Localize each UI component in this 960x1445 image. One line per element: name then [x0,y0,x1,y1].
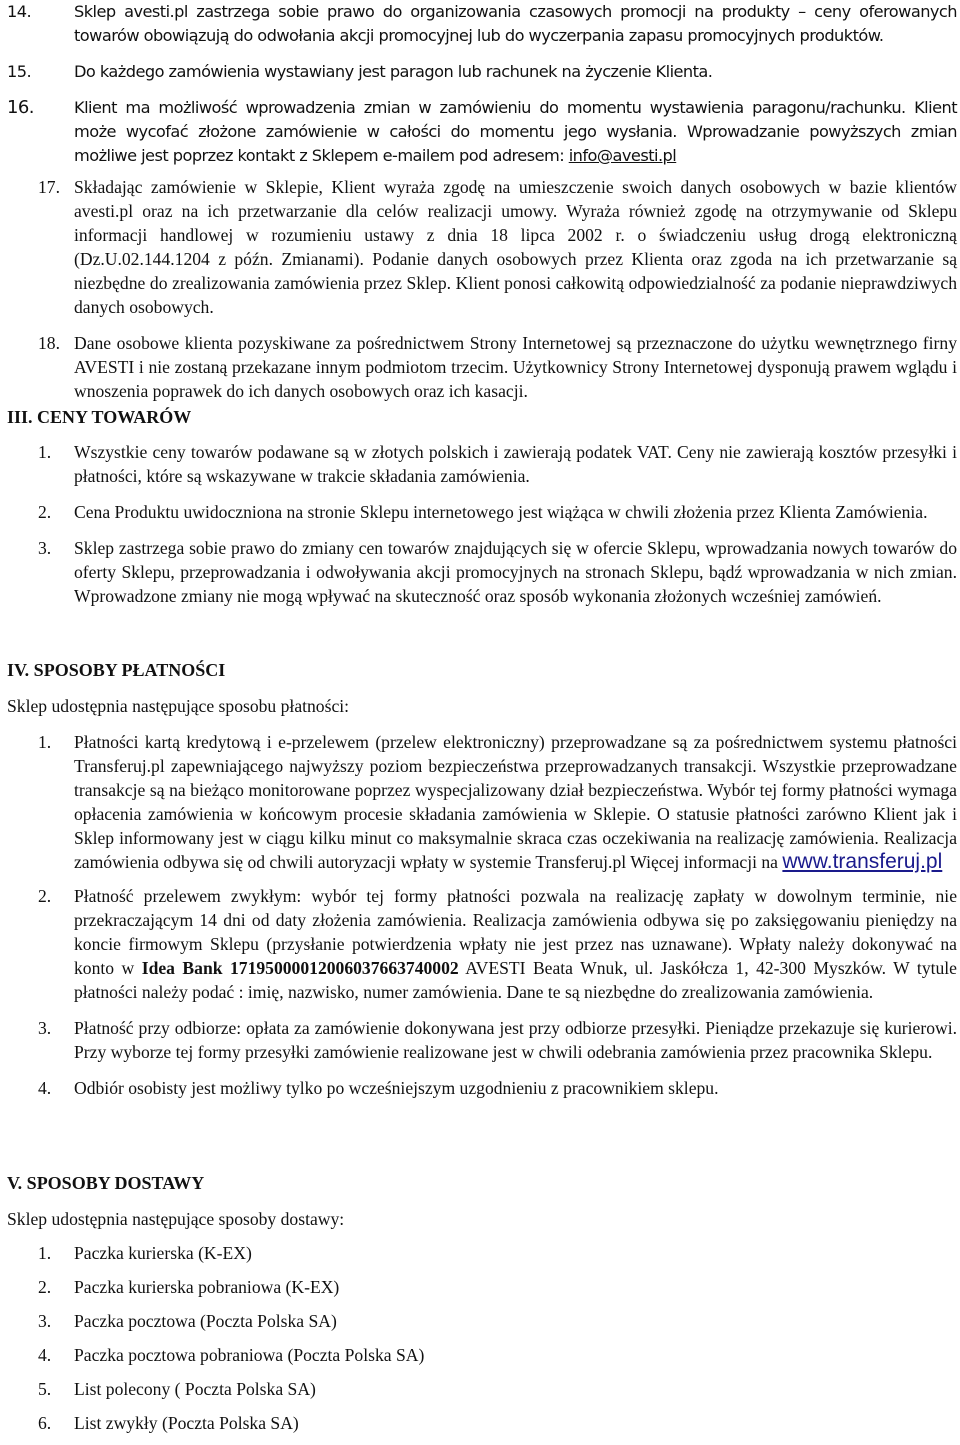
item-number: 1. [38,1243,52,1263]
payments-intro: Sklep udostępnia następujące sposobu płatności: [7,696,350,716]
item-text: Sklep zastrzega sobie prawo do zmiany cen towarów znajdujących się w ofercie Sklepu, wprowadzania nowych towarów do oferty Sklepu, przeprowadzania i odwoływania akcji promocyjnych na stronach Sklepu, bądź wprowadzania w nich zmian. Wprowadzone zmiany nie mogą wpływać na skuteczność oraz sposób wykonania złożonych wcześniej zamówień. [74,538,957,606]
item-text-body: Płatności kartą kredytową i e-przelewem (przelew elektroniczny) przeprowadzane są za pośrednictwem systemu płatności Transferuj.pl zapewniającego najwyższy poziom bezpieczeństwa przeprowadzanych transakcji. Wszystkie przeprowadzane transakcje są na bieżąco monitorowane poprzez wyspecjalizowany dział bezpieczeństwa. Wybór tej formy płatności wymaga opłacenia zamówienia w końcowym procesie składania zamówienia w Sklepie. O statusie płatności zarówno Klient jak i Sklep informowany jest w ciągu kilku minut co maksymalnie skraca czas oczekiwania na realizację zamówienia. Realizacja zamówienia odbywa się od chwili autoryzacji wpłaty w systemie Transferuj.pl Więcej informacji na [74,732,957,872]
item-number: 4. [38,1078,52,1098]
item-text: List polecony ( Poczta Polska SA) [74,1379,316,1399]
item-text-body-end: AVESTI Beata Wnuk, ul. Jaskółcza 1, 42-300 Myszków. W tytule płatności należy podać : imię, nazwisko, numer zamówienia. Dane te są niezbędne do zrealizowania zamówienia. [74,958,957,1002]
item-text: Paczka pocztowa pobraniowa (Poczta Polska SA) [74,1345,425,1365]
item-number: 2. [38,886,52,906]
transferuj-link[interactable]: www.transferuj.pl [782,850,943,873]
item-text: Paczka pocztowa (Poczta Polska SA) [74,1311,337,1331]
item-number: 1. [38,442,52,462]
payment-item-4 [7,1076,957,1100]
term-text: Sklep avesti.pl zastrzega sobie prawo do organizowania czasowych promocji na produkty – ceny oferowanych towarów obowiązują do odwołania akcji promocyjnej lub do wyczerpania zapasu promocyjnych produktów. [74,2,957,45]
email-link[interactable]: info@avesti.pl [568,146,677,165]
section-heading-payments: IV. SPOSOBY PŁATNOŚCI [7,660,226,680]
term-text-body: Klient ma możliwość wprowadzenia zmian w zamówieniu do momentu wystawienia paragonu/rachunku. Klient może wycofać złożone zamówienie w całości do momentu jego wysłania. Wprowadzanie powyższych zmian możliwe jest poprzez kontakt z Sklepem e-mailem pod adresem: [74,98,957,165]
term-number: 15. [7,62,32,81]
item-number: 5. [38,1379,52,1399]
term-item-17 [7,175,957,319]
item-text: Cena Produktu uwidoczniona na stronie Sklepu internetowego jest wiążąca w chwili złożenia przez Klienta Zamówienia. [74,502,928,522]
price-item-3 [7,536,957,608]
term-item-14 [7,0,957,48]
delivery-list [7,1241,957,1445]
payment-item-1 [7,730,957,874]
term-number: 17. [38,177,60,197]
item-text: Paczka kurierska pobraniowa (K-EX) [74,1277,340,1297]
term-text: Dane osobowe klienta pozyskiwane za pośrednictwem Strony Internetowej są przeznaczone do użytku wewnętrznego firny AVESTI i nie zostaną przekazane innym podmiotom trzecim. Użytkownicy Strony Internetowej dysponują prawem wglądu i wnoszenia poprawek do ich danych osobowych oraz ich kasacji. [74,333,957,401]
term-item-16 [7,96,957,168]
prices-list [7,440,957,608]
section-heading-prices: III. CENY TOWARÓW [7,407,192,427]
price-item-2 [7,500,957,524]
payment-item-3 [7,1016,957,1064]
payment-item-2 [7,884,957,1004]
item-number: 2. [38,1277,52,1297]
item-number: 4. [38,1345,52,1365]
item-text [74,730,957,874]
delivery-item-4 [7,1343,957,1377]
delivery-intro: Sklep udostępnia następujące sposoby dostawy: [7,1209,345,1229]
item-text: Odbiór osobisty jest możliwy tylko po wcześniejszym uzgodnieniu z pracownikiem sklepu. [74,1078,719,1098]
delivery-item-1 [7,1241,957,1275]
item-number: 3. [38,538,52,558]
term-number: 16. [7,97,34,118]
item-number: 1. [38,732,52,752]
section-heading-delivery: V. SPOSOBY DOSTAWY [7,1173,205,1193]
item-text [74,884,957,1004]
item-text-body: Płatność przelewem zwykłym: wybór tej formy płatności pozwala na realizację zapłaty w dowolnym terminie, nie przekraczającym 14 dni od daty złożenia zamówienia. Realizacja zamówienia odbywa się po zaksięgowaniu pieniędzy na koncie firmowym Sklepu (przysłanie potwierdzenia wpłaty nie jest przez nas uznawane). Wpłaty należy dokonywać na konto w [74,886,957,978]
item-number: 2. [38,502,52,522]
bank-account: Idea Bank 17195000012006037663740002 [141,958,459,978]
terms-list-section-ii [7,0,957,168]
item-text: Płatność przy odbiorze: opłata za zamówienie dokonywana jest przy odbiorze przesyłki. Pieniądze przekazuje się kurierowi. Przy wyborze tej formy przesyłki zamówienie realizowane jest w chwili odebrania zamówienia przez pracownika Sklepu. [74,1018,957,1062]
term-text [74,96,957,168]
terms-list-section-ii-cont [7,175,957,403]
term-item-18 [7,331,957,403]
delivery-item-5 [7,1377,957,1411]
payments-list [7,730,957,1100]
term-number: 18. [38,333,60,353]
item-text: List zwykły (Poczta Polska SA) [74,1413,299,1433]
item-text: Paczka kurierska (K-EX) [74,1243,252,1263]
term-number: 14. [7,2,32,21]
item-number: 6. [38,1413,52,1433]
term-item-15 [7,60,957,84]
item-text: Wszystkie ceny towarów podawane są w złotych polskich i zawierają podatek VAT. Ceny nie zawierają kosztów przesyłki i płatności, które są wskazywane w trakcie składania zamówienia. [74,442,957,486]
price-item-1 [7,440,957,488]
item-number: 3. [38,1018,52,1038]
delivery-item-2 [7,1275,957,1309]
term-text: Do każdego zamówienia wystawiany jest paragon lub rachunek na życzenie Klienta. [74,62,713,81]
delivery-item-3 [7,1309,957,1343]
item-number: 3. [38,1311,52,1331]
term-text: Składając zamówienie w Sklepie, Klient wyraża zgodę na umieszczenie swoich danych osobowych w bazie klientów avesti.pl oraz na ich przetwarzanie dla celów realizacji umowy. Wyraża również zgodę na otrzymywanie od Sklepu informacji handlowej w rozumieniu ustawy z dnia 18 lipca 2002 r. o świadczeniu usług drogą elektroniczną (Dz.U.02.144.1204 z późn. Zmianami). Podanie danych osobowych przez Klienta oraz zgoda na ich przetwarzanie są niezbędne do zrealizowania zamówienia przez Sklep. Klient ponosi całkowitą odpowiedzialność za podanie nieprawdziwych danych osobowych. [74,177,957,317]
